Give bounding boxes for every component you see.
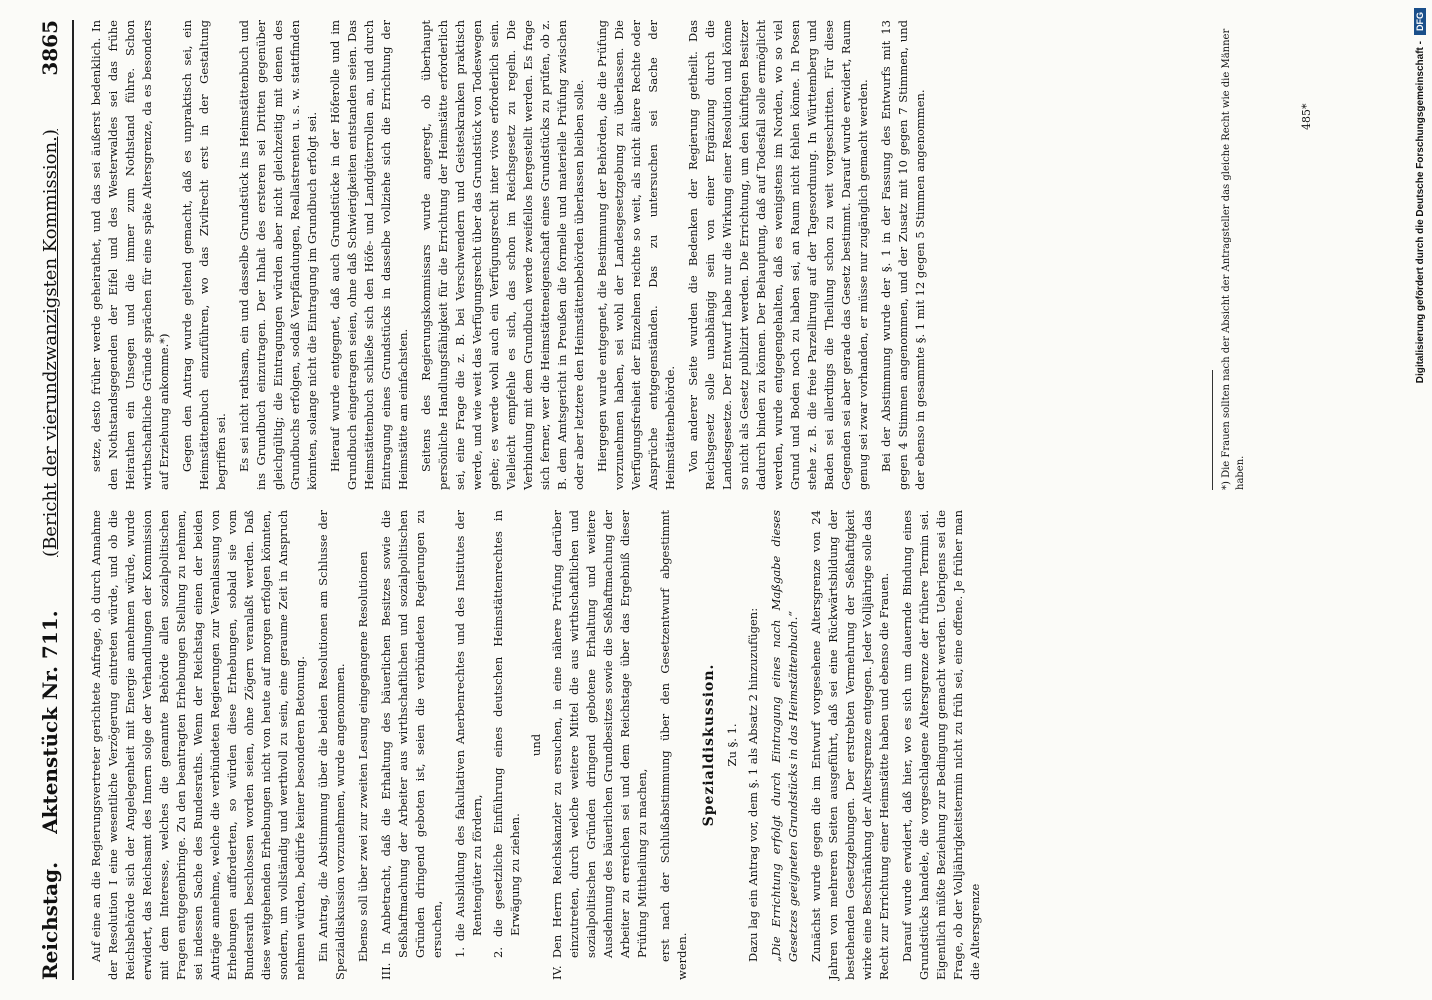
paragraph: Darauf wurde erwidert, daß hier, wo es sich um dauernde Bindung eines Grundstücks handele, die vorgeschlagene Altersgrenze der frühere Termin sei. Eigentlich müßte Beziehung zur Bedingung gemacht werden. Uebrigens sei die Frage, ob der Volljährigkeitstermin nicht zu früh sei, eine offene. Je früher man die Altersgrenze: [900, 510, 982, 980]
document-number: Aktenstück Nr. 711.: [38, 610, 62, 834]
conjunction: und: [529, 733, 543, 757]
paragraph: Es sei nicht rathsam, ein und dasselbe Grundstück ins Heimstättenbuch und ins Grundbuch einzutragen. Der Inhalt des ersteren sei Dritten gegenüber gleichgültig; die Eintragungen würden aber nicht gleichzeitig mit denen des Grundbuchs erfolgen, sodaß Verpfändungen, Reallastrenten u. s. w. stattfinden könnten, solange nicht die Eintragung im Grundbuch erfolgt sei.: [237, 20, 319, 490]
stamp-text: Digitalisierung gefördert durch die Deutsche Forschungsgemeinschaft -: [1414, 41, 1426, 384]
paragraph: Ebenso soll über zwei zur zweiten Lesung eingegangene Resolutionen: [356, 551, 370, 962]
subsection-label: Zu §. 1.: [725, 723, 739, 767]
header-title-text: (Bericht der vierundzwanzigsten Kommission.): [39, 129, 61, 557]
header-title: [40, 76, 61, 611]
resolution-iii-item-1: 1. die Ausbildung des fakultativen Anerbenrechtes und des Institutes der Rentengüter zu fördern,: [453, 510, 484, 958]
page-number: 3865: [38, 20, 62, 76]
signature-mark: 485*: [1300, 103, 1313, 130]
header-left: [38, 610, 62, 980]
resolution-iv: IV. Den Herrn Reichskanzler zu ersuchen, in eine nähere Prüfung darüber einzutreten, durch welche weitere Mittel die aus wirthschaftlichen und sozialpolitischen Gründen dringend gebotene Erhaltung und weitere Ausdehnung des bäuerlichen Grundbesitzes sowie die Seßhaftmachung der Arbeiter zu erreichen sei und dem Reichstage über das Ergebniß dieser Prüfung Mittheilung zu machen,: [550, 510, 649, 980]
section-heading: Spezialdiskussion.: [701, 663, 717, 827]
header-label: Reichstag.: [38, 861, 62, 980]
footnote-rule: [1212, 370, 1213, 490]
digitization-stamp: [1410, 0, 1430, 1000]
resolution-iii-item-2: 2. die gesetzliche Einführung eines deutschen Heimstättenrechtes in Erwägung zu ziehen.: [491, 510, 522, 958]
paragraph: Auf eine an die Regierungsvertreter gerichtete Anfrage, ob durch Annahme der Resolution I eine wesentliche Verzögerung eintreten würde, und ob die Reichsbehörde sich der Angelegenheit mit Energie annehmen würde, wurde erwidert, das Reichsamt des Innern solge der Verhandlungen der Kommission mit dem Interesse, welches die genannte Behörde allen sozialpolitischen Fragen entgegenbringe. Zu den beantragten Erhebungen Stellung zu nehmen, sei indessen Sache des Bundesraths. Wenn der Reichstag einen der beiden Anträge annehme, welche die verbündeten Regierungen zur Veranlassung von Erhebungen aufforderten, so würden diese Erhebungen, sobald sie vom Bundesrath beschlossen worden seien, ohne Zögern veranlaßt werden. Daß diese weitgehenden Erhebungen nicht von heute auf morgen erfolgen könnten, sondern, um vollständig und werthvoll zu sein, eine geraume Zeit in Anspruch nehmen würden, bedürfe keiner besonderen Betonung.: [89, 510, 307, 980]
paragraph: Hierauf wurde entgegnet, daß auch Grundstücke in der Höferolle und im Grundbuch eingetragen seien, ohne daß Schwierigkeiten entstanden seien. Das Heimstättenbuch schließe sich den Höfe- und Landgüterrollen an, und durch Eintragung eines Grundstücks in dasselbe vollziehe sich die Errichtung der Heimstätte am einfachsten.: [328, 20, 410, 490]
paragraph: Hiergegen wurde entgegnet, die Bestimmung der Behörden, die die Prüfung vorzunehmen haben, sei wohl der Landesgesetzgebung zu überlassen. Die Verfügungsfreiheit der Einzelnen reichte so weit, als nicht ältere Rechte oder Ansprüche entgegenständen. Das zu untersuchen sei Sache der Heimstättenbehörde.: [595, 20, 677, 490]
paragraph: Zunächst wurde gegen die im Entwurf vorgesehene Altersgrenze von 24 Jahren von mehreren Seiten ausgeführt, daß sei eine Rückwärtsbildung der bestehenden Gesetzgebungen. Der erstrebten Vermehrung der Seßhaftigkeit wirke eine Beschränkung der Altersgrenze entgegen. Jeder Volljährige solle das Recht zur Errichtung einer Heimstätte haben und ebenso die Frauen.: [809, 510, 891, 980]
paragraph: Von anderer Seite wurden die Bedenken der Regierung getheilt. Das Reichsgesetz solle unabhängig sein von einer Ergänzung durch die Landesgesetze. Der Entwurf habe nur die Wirkung einer Resolution und könne so nicht als Gesetz publizirt werden. Die Errichtung, um den künftigen Besitzer dadurch binden zu können. Der Behauptung, daß auf Todesfall solle ermöglicht werden, wurde entgegengehalten, daß es wenigstens im Norden, wo so viel Grund und Boden noch zu haben sei, an Raum nicht fehlen könne. In Posen stehe z. B. die freie Parzellirung auf der Tagesordnung. In Württemberg und Baden sei allerdings die Theilung schon zu weit vorgeschritten. Für diese Gegenden sei aber gerade das Gesetz bestimmt. Darauf wurde erwidert, Raum genug sei zwar vorhanden, er müsse nur zugänglich gemacht werden.: [686, 20, 870, 490]
paragraph: Bei der Abstimmung wurde der §. 1 in der Fassung des Entwurfs mit 13 gegen 4 Stimmen angenommen, und der Zusatz mit 10 gegen 7 Stimmen, und der ebenso in gesammte §. 1 mit 12 gegen 5 Stimmen angenommen.: [879, 20, 927, 490]
paragraph: Ein Antrag, die Abstimmung über die beiden Resolutionen am Schlusse der Spezialdiskussion vorzunehmen, wurde angenommen.: [316, 510, 347, 980]
paragraph: Gegen den Antrag wurde geltend gemacht, daß es unpraktisch sei, ein Heimstättenbuch einzuführen, wo das Zivilrecht erst in der Gestaltung begriffen sei.: [180, 20, 228, 490]
dfg-logo-icon: DFG: [1414, 8, 1426, 35]
header-rule: [72, 20, 74, 980]
right-column: [88, 20, 935, 490]
footnote: *) Die Frauen sollten nach der Absicht der Antragsteller das gleiche Recht wie die Männer haben.: [1221, 28, 1246, 490]
paragraph: Seitens des Regierungskommissars wurde angeregt, ob überhaupt persönliche Handlungsfähigkeit für die Errichtung der Heimstätte erforderlich sei, eine Frage die z. B. bei Verschwendern und Geisteskranken praktisch werde, und wie weit das Verfügungsrecht über das Grundstück von Todeswegen gehe; es werde wohl auch ein Verfügungsrecht inter vivos erforderlich sein. Vielleicht empfehle es sich, das schon im Reichsgesetz zu regeln. Die Verbindung mit dem Grundbuch werde zweifellos hergestellt werden. Es frage sich ferner, wer die Heimstätteneigenschaft eines Grundstücks zu prüfen, ob z. B. dem Amtsgericht in Preußen die formelle und materielle Prüfung zwischen oder aber letztere den Heimstättenbehörden überlassen bleiben solle.: [419, 20, 586, 490]
page-header: [30, 20, 70, 980]
paragraph: setze, desto früher werde geheirathet, und das sei äußerst bedenklich. In den Nothstandsgegenden der Eifel und des Westerwaldes sei das frühe Heirathen ein Unsegen und die immer zum Nothstand führe. Schon wirthschaftliche Gründe sprächen für eine späte Altersgrenze, da es besonders auf Erziehung ankomme.*): [89, 20, 171, 490]
paragraph: erst nach der Schlußabstimmung über den Gesetzentwurf abgestimmt werden.: [658, 510, 689, 980]
quoted-amendment: „Die Errichtung erfolgt durch Eintragung eines nach Maßgabe dieses Gesetzes geeigneten Grundstücks in das Heimstättenbuch.“: [769, 510, 800, 962]
resolution-iii: III. In Anbetracht, daß die Erhaltung des bäuerlichen Besitzes sowie die Seßhaftmachung der Arbeiter aus wirthschaftlichen und sozialpolitischen Gründen dringend geboten ist, seien die verbündeten Regierungen zu ersuchen,: [379, 510, 444, 980]
paragraph: Dazu lag ein Antrag vor, dem §. 1 als Absatz 2 hinzuzufügen:: [746, 607, 760, 962]
left-column: [88, 510, 990, 980]
